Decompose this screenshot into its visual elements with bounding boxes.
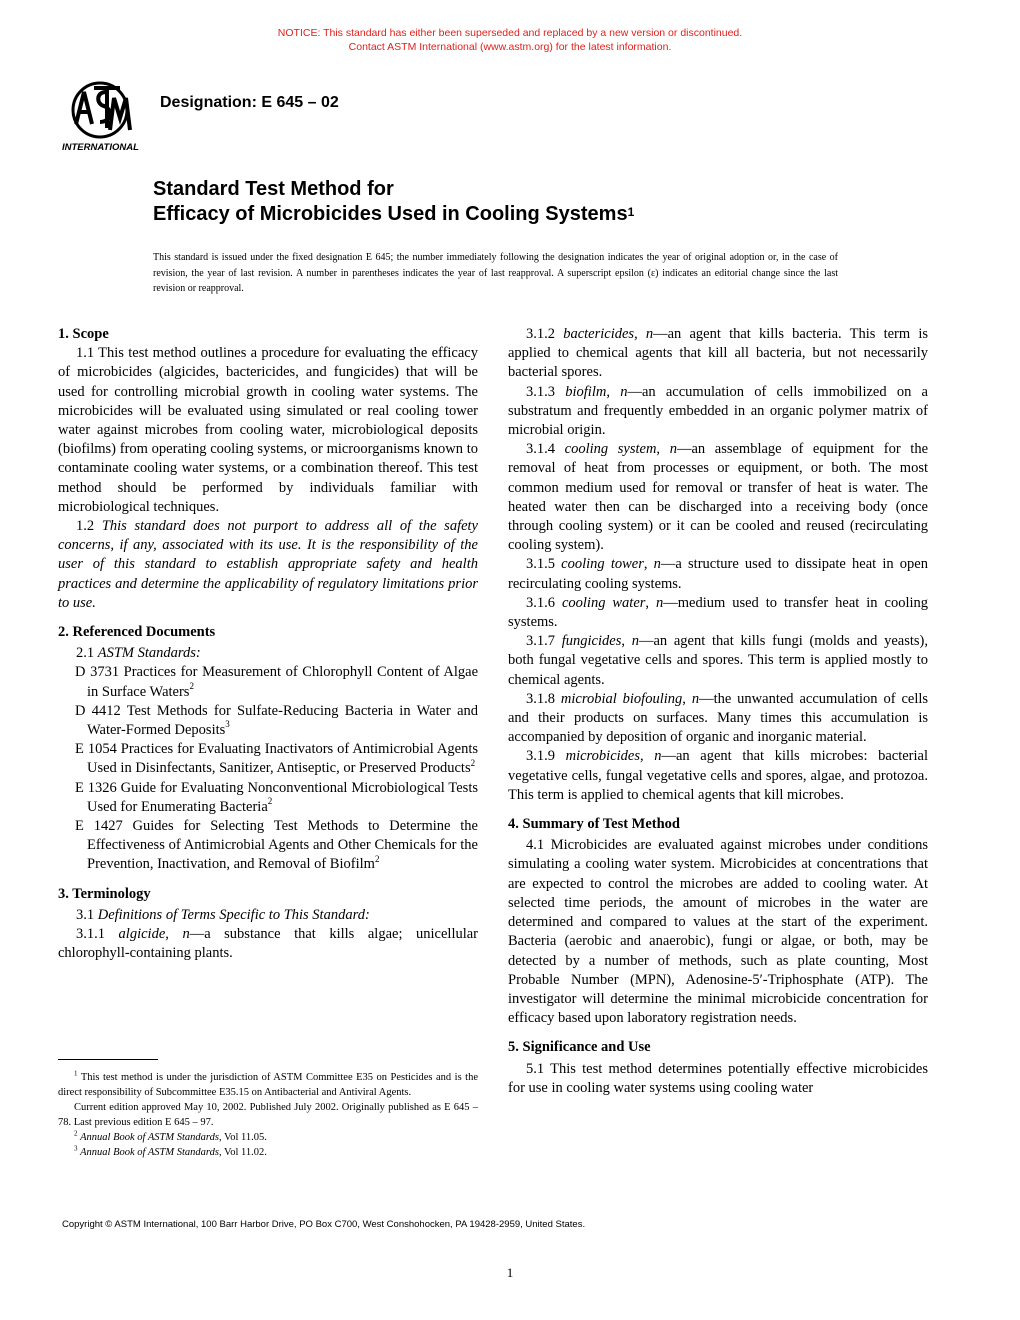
term-pos: n <box>631 633 639 650</box>
footnote-3-marker: 3 <box>74 1144 78 1153</box>
title-line-2-text: Efficacy of Microbicides Used in Cooling Systems <box>153 203 628 225</box>
term-name: cooling tower <box>561 556 644 573</box>
term-def: —a substance that kills algae; unicellular chlorophyll-containing plants. <box>58 926 479 962</box>
term-name: biofilm <box>565 383 607 400</box>
section-heading-summary: 4. Summary of Test Method <box>508 816 680 833</box>
term-name: bactericides <box>563 326 635 342</box>
section-heading-referenced: 2. Referenced Documents <box>58 624 216 641</box>
title-line-2 <box>153 202 634 227</box>
reference-text: D 4412 Test Methods for Sulfate-Reducing Bacteria in Water and Water-Formed Deposits <box>75 702 478 739</box>
term-pos: n <box>182 926 190 943</box>
term-pos: n <box>669 441 677 458</box>
footnote-2-marker: 2 <box>74 1129 78 1138</box>
section-heading-terminology: 3. Terminology <box>58 885 151 902</box>
term-name: algicide <box>118 926 166 943</box>
reference-item <box>58 702 478 740</box>
term-def: —the unwanted accumulation of cells and their products on surfaces. Many times this accumulation is accompanied by deposition of organic and inorganic material. <box>508 690 929 746</box>
term-number: 3.1.3 <box>526 383 555 400</box>
term-def: —an agent that kills microbes: bacterial vegetative cells, fungal vegetative cells and spores, algae, and protozoa. This term is applied to chemical agents that kill microbes. <box>508 748 928 803</box>
reference-text: E 1054 Practices for Evaluating Inactivators of Antimicrobial Agents Used in Disinfectants, Sanitizer, Antiseptic, or Preserved Products <box>75 741 478 777</box>
referenced-2-1-number: 2.1 <box>76 645 95 662</box>
term-number: 3.1.8 <box>526 690 555 707</box>
footnote-1-marker: 1 <box>74 1069 78 1078</box>
term-definition: 3.1.2 bactericides, n—an agent that kills bacteria. This term is applied to chemical agents that kill all bacteria, but not necessarily bacterial spores. <box>508 326 928 381</box>
issue-note: This standard is issued under the fixed designation E 645; the number immediately following the designation indicates the year of original adoption or, in the case of revision, the year of last revision. A number in parentheses indicates the year of last reapproval. A superscript epsilon (ε) indicates an editorial change since the last revision or reapproval. <box>153 252 838 294</box>
scope-paragraph-1-2 <box>58 517 478 613</box>
footnote-2 <box>58 1130 478 1145</box>
scope-1-2-number: 1.2 <box>76 518 95 535</box>
designation: Designation: E 645 – 02 <box>160 94 339 111</box>
term-def: —an assemblage of equipment for the removal of heat from processes or equipment, or both. The most common medium used for removal or transfer of heat is water. The heated water then can be discharged into a receiving body (once through cooling system) or it can be cooled and reused (recirculating cooling system). <box>508 441 929 554</box>
term-definition: 3.1.7 fungicides, n—an agent that kills fungi (molds and yeasts), both fungal vegetative cells and spores. This term is applied mostly to chemical agents. <box>508 633 929 688</box>
title-line-1: Standard Test Method for <box>153 178 394 200</box>
term-name: cooling system <box>564 441 657 458</box>
referenced-2-1-text: ASTM Standards: <box>97 645 201 662</box>
footnote-1 <box>58 1070 478 1100</box>
term-definition: 3.1.5 cooling tower, n—a structure used to dissipate heat in open recirculating cooling systems. <box>508 556 928 592</box>
reference-item <box>58 779 478 817</box>
term-def: —medium used to transfer heat in cooling systems. <box>508 594 928 631</box>
astm-logo <box>60 78 146 154</box>
term-definition: 3.1.8 microbial biofouling, n—the unwanted accumulation of cells and their products on surfaces. Many times this accumulation is accompanied by deposition of organic and inorganic material. <box>508 690 929 746</box>
term-number: 3.1.5 <box>526 556 555 573</box>
footnote-3 <box>58 1145 478 1160</box>
reference-item <box>58 817 478 875</box>
section-heading-scope: 1. Scope <box>58 326 109 342</box>
footnote-2-book: Annual Book of ASTM Standards <box>80 1132 219 1143</box>
copyright-line: Copyright © ASTM International, 100 Barr Harbor Drive, PO Box C700, West Conshohocken, PA 19428-2959, United States. <box>62 1219 586 1230</box>
term-def: —an accumulation of cells immobilized on a substratum and frequently embedded in an organic polymer matrix of microbial origin. <box>508 383 928 439</box>
notice-line-2: Contact ASTM International (www.astm.org) for the latest information. <box>348 41 672 53</box>
term-def: —an agent that kills bacteria. This term is applied to chemical agents that kill all bacteria, but not necessarily bacterial spores. <box>508 326 928 381</box>
term-number: 3.1.2 <box>526 326 555 342</box>
term-definition: 3.1.1 algicide, n—a substance that kills algae; unicellular chlorophyll-containing plants. <box>58 926 479 962</box>
term-name: cooling water <box>561 594 646 611</box>
term-pos: n <box>654 748 662 765</box>
term-definition: 3.1.6 cooling water, n—medium used to transfer heat in cooling systems. <box>508 594 928 631</box>
reference-item <box>58 663 478 701</box>
reference-sup: 2 <box>189 680 194 691</box>
term-definition: 3.1.9 microbicides, n—an agent that kills microbes: bacterial vegetative cells, fungal vegetative cells and spores, algae, and protozoa. This term is applied to chemical agents that kill microbes. <box>508 748 928 803</box>
term-definition: 3.1.3 biofilm, n—an accumulation of cells immobilized on a substratum and frequently embedded in an organic polymer matrix of microbial origin. <box>508 383 928 439</box>
terminology-3-1-text: Definitions of Terms Specific to This Standard: <box>97 906 370 923</box>
term-pos: n <box>653 556 661 573</box>
term-name: microbicides <box>565 748 640 765</box>
notice-line-1: NOTICE: This standard has either been superseded and replaced by a new version or discontinued. <box>277 27 743 39</box>
terminology-subheading <box>58 906 478 925</box>
significance-paragraph-5-1: 5.1 This test method determines potentially effective microbicides for use in cooling water systems using cooling water <box>508 1060 928 1096</box>
term-number: 3.1.7 <box>526 633 555 650</box>
footnote-1-text: This test method is under the jurisdiction of ASTM Committee E35 on Pesticides and is the direct responsibility of Subcommittee E35.15 on Antibacterial and Antiviral Agents. <box>58 1072 478 1098</box>
term-pos: n <box>691 690 700 707</box>
scope-paragraph-1-1: 1.1 This test method outlines a procedure for evaluating the efficacy of microbicides (algicides, bactericides, and fungicides) that will be used for controlling microbial growth in cooling water systems. The microbicides will be evaluated using simulated or real cooling tower water against microbes from cooling water, microbiological deposits (biofilms) from operating cooling systems, or microorganisms known to contaminate cooling water systems, or a combination thereof. This test method should be performed by individuals familiar with microbiological techniques. <box>58 345 478 515</box>
supersede-notice <box>0 26 1020 54</box>
reference-sup: 2 <box>470 757 476 768</box>
term-number: 3.1.1 <box>76 926 105 943</box>
reference-text: D 3731 Practices for Measurement of Chlorophyll Content of Algae in Surface Waters <box>75 664 478 700</box>
right-column <box>508 325 928 1098</box>
footnote-3-book: Annual Book of ASTM Standards <box>80 1147 219 1158</box>
term-pos: n <box>656 594 664 611</box>
section-heading-significance: 5. Significance and Use <box>508 1039 651 1056</box>
logo-text: INTERNATIONAL <box>62 142 139 153</box>
reference-sup: 3 <box>225 719 230 730</box>
reference-text: E 1427 Guides for Selecting Test Methods to Determine the Effectiveness of Antimicrobial Agents and Other Chemicals for the Prevention, Inactivation, and Removal of Biofilm <box>75 818 478 873</box>
reference-item <box>58 740 478 778</box>
reference-sup: 2 <box>374 853 380 864</box>
term-pos: n <box>620 383 628 400</box>
term-pos: n <box>645 326 654 342</box>
terminology-3-1-number: 3.1 <box>76 906 95 923</box>
term-number: 3.1.9 <box>526 748 555 765</box>
footnote-2-vol: , Vol 11.05. <box>218 1132 267 1143</box>
term-name: microbial biofouling <box>560 690 683 707</box>
footnote-3-vol: , Vol 11.02. <box>218 1147 267 1158</box>
page-number: 1 <box>506 1265 514 1280</box>
referenced-subheading <box>58 644 478 663</box>
summary-paragraph-4-1: 4.1 Microbicides are evaluated against microbes under conditions simulating a cooling water system. Microbicides at concentrations that are expected to control the microbes are added to cooling water. At selected time periods, the amount of microbes in the water are determined and compared to values at the start of the experiment. Bacteria (aerobic and anaerobic), fungi or algae, or both, may be detected by a number of methods, such as plate counting, Most Probable Number (MPN), Adenosine-5′-Triphosphate (ATP). The investigator will determine the minimal microbicide concentration for efficacy based upon laboratory registration needs. <box>508 837 928 1027</box>
term-number: 3.1.6 <box>526 594 555 611</box>
term-number: 3.1.4 <box>526 441 555 458</box>
footnote-rule <box>58 1059 158 1060</box>
term-name: fungicides <box>561 633 622 650</box>
term-definition: 3.1.4 cooling system, n—an assemblage of equipment for the removal of heat from processes or equipment, or both. The most common medium used for removal or transfer of heat is water. The heated water then can be discharged into a receiving body (once through cooling system) or it can be cooled and reused (recirculating cooling system). <box>508 441 929 554</box>
title-footnote-marker: 1 <box>627 205 635 219</box>
reference-text: E 1326 Guide for Evaluating Nonconventional Microbiological Tests Used for Enumerating Bacteria <box>75 779 478 815</box>
term-def: —an agent that kills fungi (molds and yeasts), both fungal vegetative cells and spores. This term is applied mostly to chemical agents. <box>508 633 929 688</box>
document-title <box>153 177 634 227</box>
reference-sup: 2 <box>267 796 273 807</box>
term-def: —a structure used to dissipate heat in open recirculating cooling systems. <box>508 556 928 592</box>
footnotes <box>58 1070 478 1160</box>
left-column <box>58 325 478 964</box>
footnote-1-edition: Current edition approved May 10, 2002. Published July 2002. Originally published as E 645 – 78. Last previous edition E 645 – 97. <box>58 1102 478 1128</box>
scope-1-2-text: This standard does not purport to address all of the safety concerns, if any, associated with its use. It is the responsibility of the user of this standard to establish appropriate safety and health practices and determine the applicability of regulatory limitations prior to use. <box>58 518 478 611</box>
